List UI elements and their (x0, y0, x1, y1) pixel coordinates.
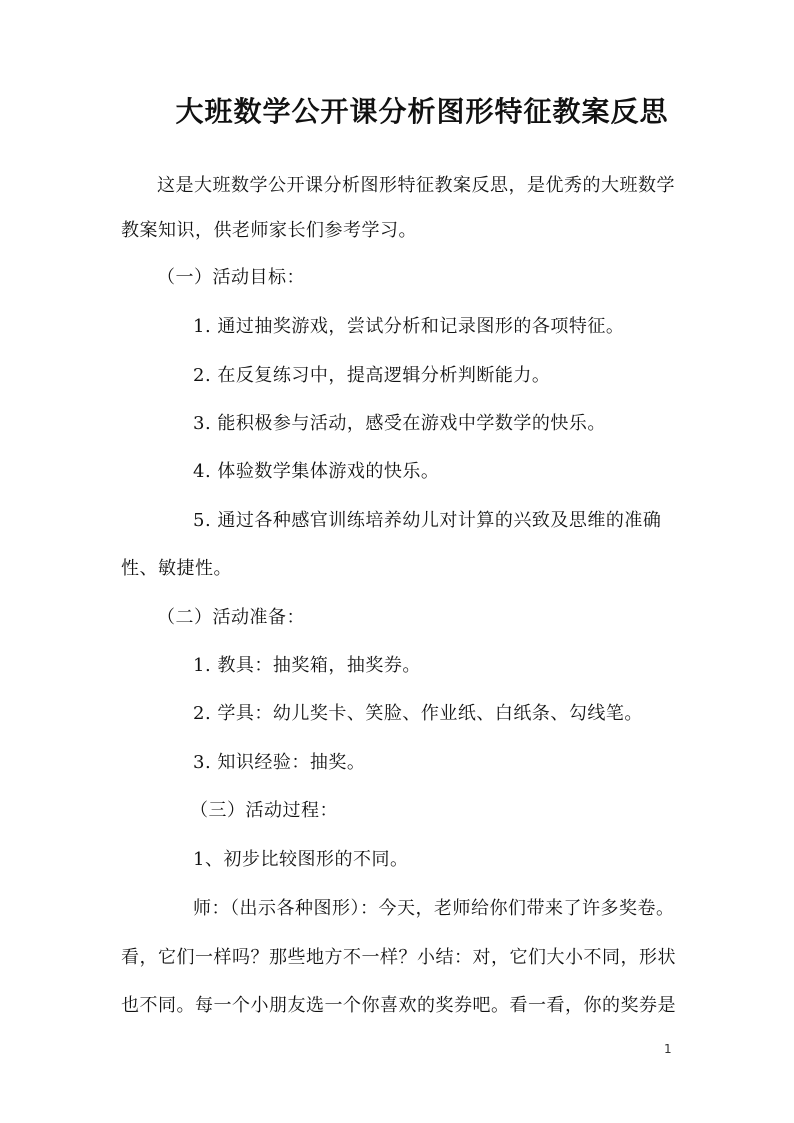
section-heading-preparation: （二）活动准备： (157, 607, 305, 628)
page-number: 1 (664, 1042, 672, 1056)
process-paragraph-line-3: 也不同。每一个小朋友选一个你喜欢的奖券吧。看一看，你的奖券是 (121, 995, 676, 1016)
goal-item-5-continued: 性、敏捷性。 (121, 558, 232, 579)
section-heading-process: （三）活动过程： (190, 800, 338, 821)
goal-item-1: 1. 通过抽奖游戏，尝试分析和记录图形的各项特征。 (193, 316, 625, 337)
document-title: 大班数学公开课分析图形特征教案反思 (175, 95, 669, 128)
goal-item-2: 2. 在反复练习中，提高逻辑分析判断能力。 (193, 365, 551, 386)
prep-item-1: 1. 教具：抽奖箱，抽奖券。 (193, 655, 421, 676)
section-heading-goals: （一）活动目标： (157, 267, 305, 288)
goal-item-4: 4. 体验数学集体游戏的快乐。 (193, 461, 440, 482)
intro-line-2: 教案知识，供老师家长们参考学习。 (121, 220, 417, 241)
process-paragraph-line-2: 看，它们一样吗？那些地方不一样？小结：对，它们大小不同，形状 (121, 947, 676, 968)
process-paragraph-line-1: 师：（出示各种图形）：今天，老师给你们带来了许多奖卷。 (193, 898, 675, 919)
intro-line-1: 这是大班数学公开课分析图形特征教案反思，是优秀的大班数学 (157, 175, 675, 196)
prep-item-3: 3. 知识经验：抽奖。 (193, 752, 366, 773)
process-step-1: 1、初步比较图形的不同。 (193, 849, 409, 870)
prep-item-2: 2. 学具：幼儿奖卡、笑脸、作业纸、白纸条、勾线笔。 (193, 703, 643, 724)
goal-item-3: 3. 能积极参与活动，感受在游戏中学数学的快乐。 (193, 413, 606, 434)
goal-item-5: 5. 通过各种感官训练培养幼儿对计算的兴致及思维的准确 (193, 510, 662, 531)
